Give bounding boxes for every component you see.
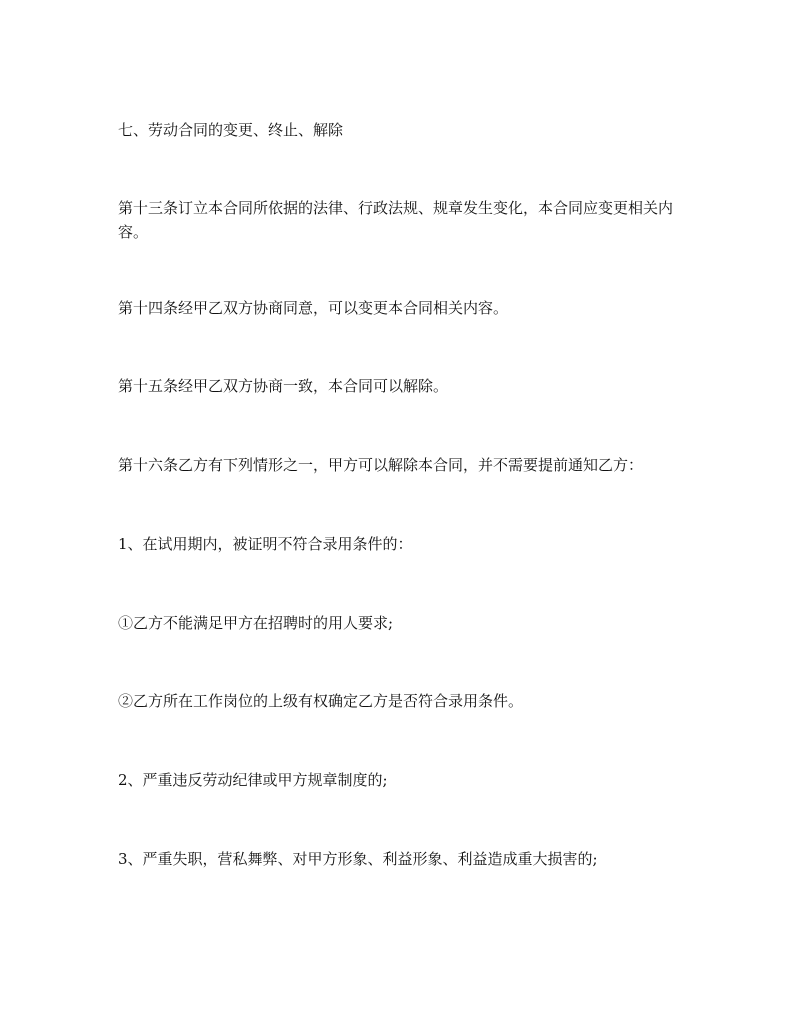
clause-3: 3、严重失职，营私舞弊、对甲方形象、利益形象、利益造成重大损害的;	[118, 850, 598, 868]
article-13: 第十三条订立本合同所依据的法律、行政法规、规章发生变化，本合同应变更相关内容。	[118, 199, 674, 241]
article-15: 第十五条经甲乙双方协商一致，本合同可以解除。	[118, 377, 449, 395]
clause-1-item-2: ②乙方所在工作岗位的上级有权确定乙方是否符合录用条件。	[118, 692, 524, 710]
clause-1: 1、在试用期内，被证明不符合录用条件的：	[118, 535, 413, 553]
clause-1-item-1: ①乙方不能满足甲方在招聘时的用人要求;	[118, 614, 394, 632]
clause-2: 2、严重违反劳动纪律或甲方规章制度的;	[118, 771, 388, 789]
article-16: 第十六条乙方有下列情形之一，甲方可以解除本合同，并不需要提前通知乙方：	[118, 456, 644, 474]
article-14: 第十四条经甲乙双方协商同意，可以变更本合同相关内容。	[118, 299, 509, 317]
section-heading: 七、劳动合同的变更、终止、解除	[118, 121, 344, 139]
